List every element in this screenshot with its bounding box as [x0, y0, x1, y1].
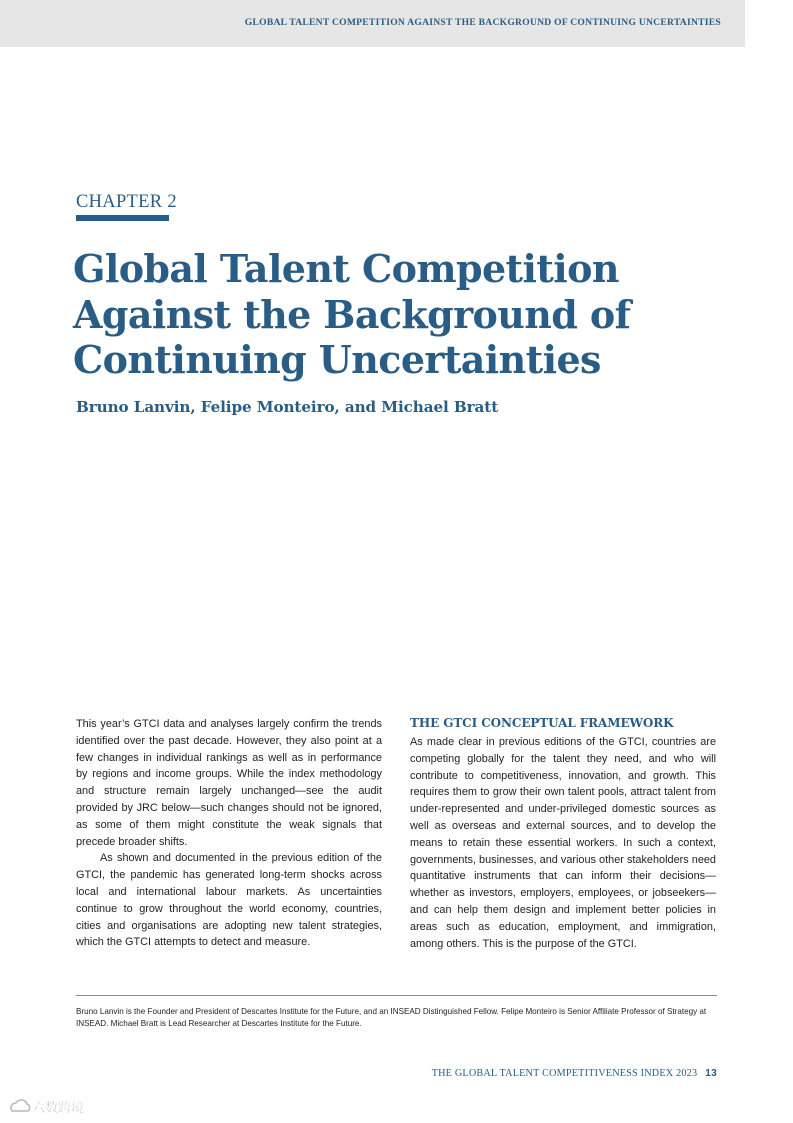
- body-column-right: [410, 715, 716, 952]
- chapter-title-line: Continuing Uncertainties: [73, 337, 601, 382]
- footnote-divider: [76, 995, 717, 996]
- body-paragraph: This year’s GTCI data and analyses largely confirm the trends identified over the past decade. However, they also point at a few changes in individual rankings as well as in performance by regions and income groups. While the index methodology and structure remain largely unchanged—see the audit provided by JRC below—such changes should not be ignored, as some of them might constitute the weak signals that precede broader shifts.: [76, 718, 382, 848]
- body-paragraph: As shown and documented in the previous edition of the GTCI, the pandemic has generated long-term shocks across local and international labour markets. As uncertainties continue to grow throughout the world economy, countries, cities and organisations are adopting new talent strategies, which the GTCI attempts to detect and measure.: [76, 852, 382, 949]
- body-paragraph: As made clear in previous editions of the GTCI, countries are competing globally for the talent they need, and who will contribute to competitiveness, innovation, and growth. This requires them to grow their own talent pools, attract talent from under-represented and under-privileged domestic sources as well as overseas and external sources, and to develop the means to retain these essential workers. In such a context, governments, businesses, and various other stakeholders need quantitative instruments that can inform their decisions—whether as investors, employers, employees, or jobseekers—and can help them design and implement better policies in areas such as education, employment, and immigration, among others. This is the purpose of the GTCI.: [410, 736, 716, 950]
- author-footnote: Bruno Lanvin is the Founder and President of Descartes Institute for the Future, and an INSEAD Distinguished Fellow. Felipe Monteiro is Senior Affiliate Professor of Strategy at INSEAD. Michael Bratt is Lead Researcher at Descartes Institute for the Future.: [76, 1007, 707, 1029]
- watermark-text: 六数跨境: [32, 1101, 85, 1116]
- chapter-label: CHAPTER 2: [76, 192, 177, 212]
- chapter-underline: [76, 215, 169, 221]
- cloud-logo-icon: [8, 1096, 108, 1118]
- footer-publication-title: THE GLOBAL TALENT COMPETITIVENESS INDEX 2023: [431, 1068, 698, 1079]
- body-column-left: [76, 716, 382, 951]
- running-header-title: GLOBAL TALENT COMPETITION AGAINST THE BACKGROUND OF CONTINUING UNCERTAINTIES: [244, 17, 721, 28]
- chapter-authors: Bruno Lanvin, Felipe Monteiro, and Michael Bratt: [76, 398, 499, 416]
- chapter-title-line: Global Talent Competition: [73, 246, 619, 291]
- page-number: 13: [705, 1068, 717, 1079]
- watermark: [8, 1096, 108, 1123]
- chapter-title: [73, 246, 693, 383]
- section-heading: THE GTCI CONCEPTUAL FRAMEWORK: [410, 716, 674, 730]
- running-header-band: [0, 0, 745, 47]
- page-footer: [432, 1068, 717, 1079]
- chapter-title-line: Against the Background of: [73, 291, 631, 337]
